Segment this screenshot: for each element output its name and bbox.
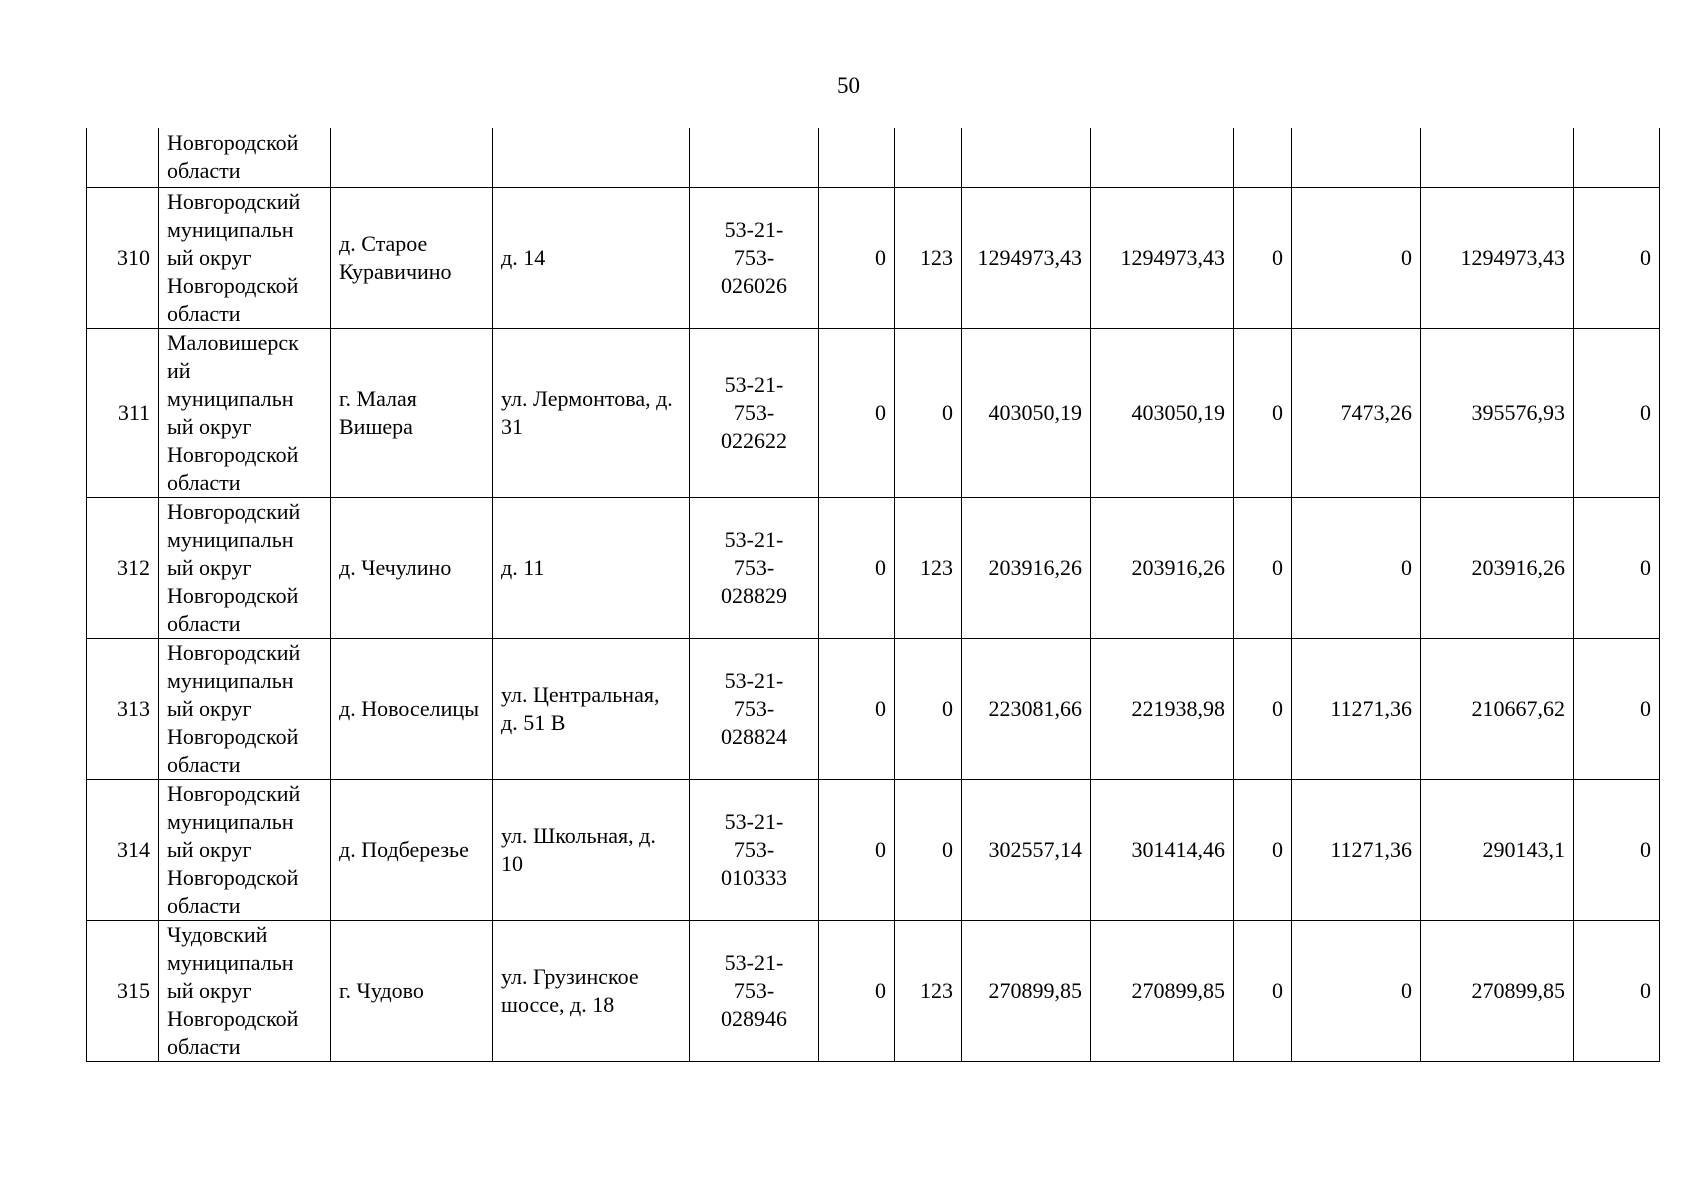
cell-number (87, 920, 159, 1061)
table-row (87, 497, 1660, 638)
cell-value-5-text: 0 (1272, 836, 1283, 862)
cell-locality-text: г. Малая Вишера (339, 385, 417, 439)
cell-code (690, 128, 819, 187)
cell-value-6-text: 0 (1401, 244, 1412, 270)
cell-value-8 (1574, 497, 1660, 638)
cell-value-6-text: 11271,36 (1330, 695, 1412, 721)
cell-address (493, 638, 690, 779)
cell-value-4-text: 203916,26 (1131, 554, 1225, 580)
cell-value-7-text: 270899,85 (1471, 977, 1565, 1003)
cell-value-2-text: 123 (920, 977, 953, 1003)
cell-value-4 (1091, 128, 1234, 187)
cell-municipality (159, 638, 331, 779)
cell-value-5-text: 0 (1272, 399, 1283, 425)
cell-code (690, 328, 819, 497)
cell-locality (331, 779, 493, 920)
cell-value-7 (1421, 779, 1574, 920)
cell-locality-text: д. Новоселицы (339, 695, 479, 721)
cell-value-7-text: 395576,93 (1471, 399, 1565, 425)
cell-value-3-text: 270899,85 (988, 977, 1082, 1003)
table-row-continuation (87, 128, 1660, 187)
cell-code-text: 53-21- 753- 028829 (721, 526, 787, 608)
registry-table (86, 128, 1660, 1062)
cell-code (690, 920, 819, 1061)
cell-municipality (159, 187, 331, 328)
cell-value-5-text: 0 (1272, 244, 1283, 270)
cell-address (493, 328, 690, 497)
cell-municipality-text: Новгородский муниципальн ый округ Новгородской области (167, 780, 301, 918)
cell-value-7-text: 210667,62 (1471, 695, 1565, 721)
cell-value-2-text: 0 (942, 695, 953, 721)
cell-value-3-text: 403050,19 (988, 399, 1082, 425)
cell-value-4-text: 403050,19 (1131, 399, 1225, 425)
cell-value-5 (1234, 187, 1292, 328)
cell-value-4-text: 301414,46 (1131, 836, 1225, 862)
cell-value-6 (1292, 328, 1421, 497)
cell-municipality-text: Новгородский муниципальн ый округ Новгородской области (167, 498, 301, 636)
cell-value-3 (962, 638, 1091, 779)
cell-value-6 (1292, 497, 1421, 638)
cell-value-3-text: 223081,66 (988, 695, 1082, 721)
cell-value-7 (1421, 920, 1574, 1061)
cell-value-4 (1091, 328, 1234, 497)
cell-value-5-text: 0 (1272, 977, 1283, 1003)
cell-number-text: 310 (117, 244, 150, 270)
cell-value-1 (819, 497, 895, 638)
cell-value-6-text: 0 (1401, 977, 1412, 1003)
cell-code (690, 779, 819, 920)
cell-address-text: ул. Грузинское шоссе, д. 18 (501, 963, 639, 1017)
cell-value-2 (895, 187, 962, 328)
cell-value-1 (819, 779, 895, 920)
cell-value-3 (962, 779, 1091, 920)
cell-number-text: 315 (117, 977, 150, 1003)
cell-value-2 (895, 128, 962, 187)
cell-value-7-text: 1294973,43 (1460, 244, 1565, 270)
cell-value-5 (1234, 638, 1292, 779)
cell-value-6 (1292, 187, 1421, 328)
cell-value-8 (1574, 128, 1660, 187)
cell-value-5 (1234, 920, 1292, 1061)
cell-number (87, 779, 159, 920)
cell-code-text: 53-21- 753- 028824 (721, 667, 787, 749)
cell-value-3 (962, 187, 1091, 328)
cell-locality (331, 128, 493, 187)
cell-number (87, 128, 159, 187)
cell-value-7 (1421, 638, 1574, 779)
cell-value-4 (1091, 920, 1234, 1061)
cell-number (87, 328, 159, 497)
cell-municipality (159, 328, 331, 497)
cell-number-text: 311 (117, 399, 150, 425)
cell-value-1-text: 0 (875, 836, 886, 862)
cell-municipality-text: Новгородский муниципальн ый округ Новгородской области (167, 188, 301, 326)
cell-municipality (159, 920, 331, 1061)
cell-value-2-text: 123 (920, 554, 953, 580)
cell-value-8-text: 0 (1640, 399, 1651, 425)
cell-value-5-text: 0 (1272, 695, 1283, 721)
cell-value-4 (1091, 638, 1234, 779)
cell-value-6-text: 0 (1401, 554, 1412, 580)
cell-value-2 (895, 920, 962, 1061)
cell-value-8 (1574, 779, 1660, 920)
table-row (87, 328, 1660, 497)
cell-municipality (159, 779, 331, 920)
cell-value-4 (1091, 779, 1234, 920)
cell-municipality-text: Маловишерск ий муниципальн ый округ Новгородской области (167, 329, 299, 495)
cell-code-text: 53-21- 753- 022622 (721, 371, 787, 453)
cell-value-5 (1234, 497, 1292, 638)
cell-value-6 (1292, 920, 1421, 1061)
cell-value-6 (1292, 128, 1421, 187)
cell-locality (331, 638, 493, 779)
cell-locality-text: д. Подберезье (339, 836, 469, 862)
cell-address-text: д. 11 (501, 554, 545, 580)
cell-value-1-text: 0 (875, 554, 886, 580)
cell-address (493, 920, 690, 1061)
cell-value-6 (1292, 779, 1421, 920)
cell-value-5-text: 0 (1272, 554, 1283, 580)
table-row (87, 187, 1660, 328)
cell-value-8 (1574, 187, 1660, 328)
cell-value-2 (895, 638, 962, 779)
cell-number-text: 314 (117, 836, 150, 862)
cell-value-2 (895, 779, 962, 920)
cell-value-3 (962, 920, 1091, 1061)
cell-address-text: ул. Центральная, д. 51 В (501, 681, 660, 735)
cell-value-3-text: 302557,14 (988, 836, 1082, 862)
cell-locality (331, 497, 493, 638)
cell-value-4-text: 1294973,43 (1120, 244, 1225, 270)
cell-code (690, 638, 819, 779)
cell-code-text: 53-21- 753- 026026 (721, 216, 787, 298)
cell-value-5 (1234, 328, 1292, 497)
cell-value-1 (819, 920, 895, 1061)
cell-value-7-text: 290143,1 (1482, 836, 1565, 862)
cell-code (690, 497, 819, 638)
cell-value-7 (1421, 328, 1574, 497)
cell-value-3 (962, 497, 1091, 638)
cell-value-2-text: 123 (920, 244, 953, 270)
cell-value-2-text: 0 (942, 836, 953, 862)
cell-value-5 (1234, 779, 1292, 920)
cell-value-7 (1421, 497, 1574, 638)
cell-value-2-text: 0 (942, 399, 953, 425)
cell-address-text: ул. Школьная, д. 10 (501, 822, 656, 876)
cell-locality-text: д. Чечулино (339, 554, 452, 580)
cell-number (87, 497, 159, 638)
cell-value-1-text: 0 (875, 695, 886, 721)
cell-municipality (159, 128, 331, 187)
cell-value-1-text: 0 (875, 977, 886, 1003)
cell-value-1-text: 0 (875, 399, 886, 425)
cell-value-1 (819, 187, 895, 328)
cell-value-8-text: 0 (1640, 244, 1651, 270)
cell-municipality-text: Чудовский муниципальн ый округ Новгородской области (167, 921, 299, 1059)
cell-value-8-text: 0 (1640, 977, 1651, 1003)
cell-value-4 (1091, 497, 1234, 638)
cell-value-6-text: 11271,36 (1330, 836, 1412, 862)
cell-value-8 (1574, 638, 1660, 779)
cell-locality-text: д. Старое Куравичино (339, 230, 452, 284)
cell-value-4 (1091, 187, 1234, 328)
cell-address (493, 497, 690, 638)
cell-value-1-text: 0 (875, 244, 886, 270)
cell-value-1 (819, 638, 895, 779)
cell-value-7 (1421, 128, 1574, 187)
cell-number-text: 312 (117, 554, 150, 580)
cell-value-3-text: 1294973,43 (977, 244, 1082, 270)
cell-value-4-text: 221938,98 (1131, 695, 1225, 721)
cell-value-4-text: 270899,85 (1131, 977, 1225, 1003)
cell-value-8 (1574, 920, 1660, 1061)
cell-code (690, 187, 819, 328)
cell-number-text: 313 (117, 695, 150, 721)
cell-value-3-text: 203916,26 (988, 554, 1082, 580)
cell-value-1 (819, 128, 895, 187)
cell-value-8-text: 0 (1640, 695, 1651, 721)
cell-address (493, 128, 690, 187)
cell-value-1 (819, 328, 895, 497)
cell-locality-text: г. Чудово (339, 977, 424, 1003)
page-number: 50 (837, 73, 860, 98)
table-row (87, 920, 1660, 1061)
cell-municipality (159, 497, 331, 638)
table-row (87, 779, 1660, 920)
cell-value-3 (962, 328, 1091, 497)
cell-number (87, 638, 159, 779)
cell-value-8 (1574, 328, 1660, 497)
cell-value-3 (962, 128, 1091, 187)
cell-value-6 (1292, 638, 1421, 779)
cell-value-7-text: 203916,26 (1471, 554, 1565, 580)
cell-value-6-text: 7473,26 (1340, 399, 1412, 425)
cell-value-5 (1234, 128, 1292, 187)
cell-number (87, 187, 159, 328)
cell-code-text: 53-21- 753- 010333 (721, 808, 787, 890)
table-row (87, 638, 1660, 779)
cell-address (493, 187, 690, 328)
cell-address (493, 779, 690, 920)
cell-value-8-text: 0 (1640, 836, 1651, 862)
cell-value-8-text: 0 (1640, 554, 1651, 580)
cell-locality (331, 920, 493, 1061)
cell-address-text: ул. Лермонтова, д. 31 (501, 385, 673, 439)
cell-municipality-text: Новгородский муниципальн ый округ Новгородской области (167, 639, 301, 777)
cell-value-2 (895, 497, 962, 638)
cell-value-7 (1421, 187, 1574, 328)
cell-value-2 (895, 328, 962, 497)
cell-locality (331, 187, 493, 328)
cell-municipality-text: Новгородской области (167, 130, 299, 183)
cell-locality (331, 328, 493, 497)
cell-address-text: д. 14 (501, 244, 546, 270)
cell-code-text: 53-21- 753- 028946 (721, 949, 787, 1031)
